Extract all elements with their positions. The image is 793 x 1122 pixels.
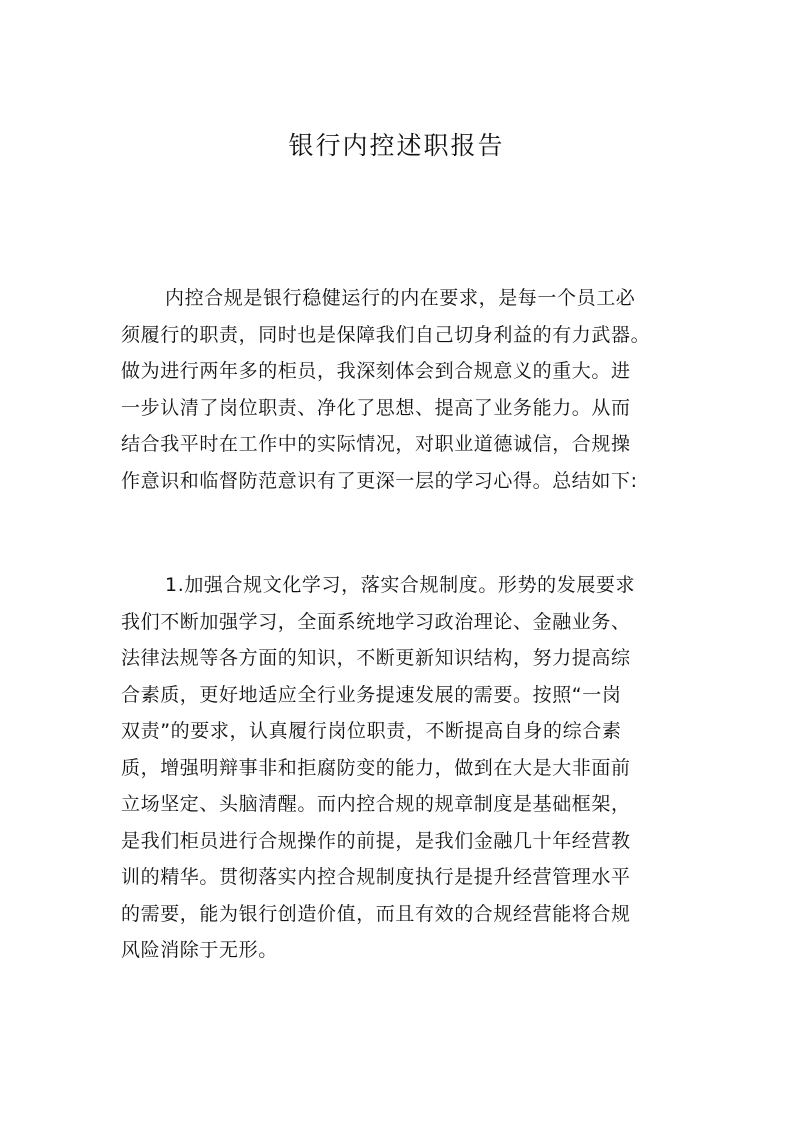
paragraph-line: 风险消除于无形。 (121, 939, 278, 961)
document-title: 银行内控述职报告 (288, 131, 505, 160)
paragraph-line: 的需要，能为银行创造价值，而且有效的合规经营能将合规 (121, 902, 631, 925)
paragraph-line: 双责”的要求，认真履行岗位职责，不断提高自身的综合素 (121, 720, 622, 742)
paragraph-line: 内控合规是银行稳健运行的内在要求，是每一个员工必 (165, 287, 636, 309)
paragraph-line: 合素质，更好地适应全行业务提速发展的需要。按照“一岗 (121, 683, 622, 706)
paragraph-intro (121, 280, 677, 499)
paragraph-line: 1.加强合规文化学习，落实合规制度。形势的发展要求 (165, 574, 636, 596)
paragraph-line: 结合我平时在工作中的实际情况，对职业道德诚信，合规操 (121, 433, 631, 455)
paragraph-line: 质，增强明辩事非和拒腐防变的能力，做到在大是大非面前 (121, 756, 631, 779)
paragraph-section-1 (121, 567, 677, 969)
paragraph-line: 作意识和临督防范意识有了更深一层的学习心得。总结如下: (121, 469, 638, 492)
paragraph-line: 训的精华。贯彻落实内控合规制度执行是提升经营管理水平 (121, 866, 631, 888)
paragraph-line: 立场坚定、头脑清醒。而内控合规的规章制度是基础框架， (121, 793, 631, 815)
paragraph-line: 做为进行两年多的柜员，我深刻体会到合规意义的重大。进 (121, 360, 631, 382)
paragraph-line: 是我们柜员进行合规操作的前提，是我们金融几十年经营教 (121, 829, 631, 852)
paragraph-line: 我们不断加强学习，全面系统地学习政治理论、金融业务、 (121, 610, 631, 633)
paragraph-line: 须履行的职责，同时也是保障我们自己切身利益的有力武器。 (121, 323, 651, 346)
paragraph-line: 法律法规等各方面的知识，不断更新知识结构，努力提高综 (121, 647, 631, 669)
paragraph-line: 一步认清了岗位职责、净化了思想、提高了业务能力。从而 (121, 396, 631, 419)
